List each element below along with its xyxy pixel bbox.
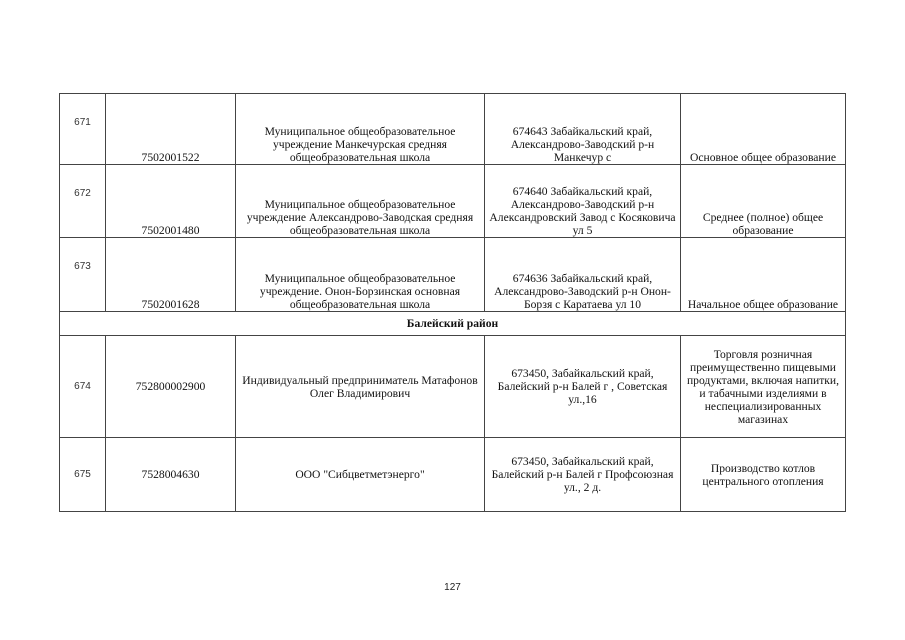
table-row xyxy=(60,94,846,165)
address: 674643 Забайкальский край, Александрово-Заводский р-н Манкечур с xyxy=(485,94,681,165)
activity: Производство котлов центрального отопления xyxy=(681,438,846,512)
table-row xyxy=(60,336,846,438)
inn-code: 7502001480 xyxy=(106,165,236,238)
activity: Начальное общее образование xyxy=(681,238,846,312)
activity: Среднее (полное) общее образование xyxy=(681,165,846,238)
section-row xyxy=(60,312,846,336)
registry-table xyxy=(59,93,846,512)
row-number: 671 xyxy=(60,94,106,165)
organization-name: Индивидуальный предприниматель Матафонов Олег Владимирович xyxy=(236,336,485,438)
inn-code: 752800002900 xyxy=(106,336,236,438)
row-number: 672 xyxy=(60,165,106,238)
address: 674636 Забайкальский край, Александрово-Заводский р-н Онон-Борзя с Каратаева ул 10 xyxy=(485,238,681,312)
table-row xyxy=(60,238,846,312)
table-row xyxy=(60,438,846,512)
organization-name: Муниципальное общеобразовательное учреждение. Онон-Борзинская основная общеобразовательная школа xyxy=(236,238,485,312)
row-number: 673 xyxy=(60,238,106,312)
inn-code: 7502001628 xyxy=(106,238,236,312)
inn-code: 7502001522 xyxy=(106,94,236,165)
row-number: 675 xyxy=(60,438,106,512)
page-number: 127 xyxy=(444,582,461,593)
organization-name: ООО "Сибцветметэнерго" xyxy=(236,438,485,512)
address: 673450, Забайкальский край, Балейский р-н Балей г Профсоюзная ул., 2 д. xyxy=(485,438,681,512)
activity: Основное общее образование xyxy=(681,94,846,165)
inn-code: 7528004630 xyxy=(106,438,236,512)
table-row xyxy=(60,165,846,238)
activity: Торговля розничная преимущественно пищевыми продуктами, включая напитки, и табачными изделиями в неспециализированных магазинах xyxy=(681,336,846,438)
organization-name: Муниципальное общеобразовательное учреждение Манкечурская средняя общеобразовательная школа xyxy=(236,94,485,165)
address: 673450, Забайкальский край, Балейский р-н Балей г , Советская ул.,16 xyxy=(485,336,681,438)
organization-name: Муниципальное общеобразовательное учреждение Александрово-Заводская средняя общеобразовательная школа xyxy=(236,165,485,238)
section-title: Балейский район xyxy=(60,312,846,336)
row-number: 674 xyxy=(60,336,106,438)
address: 674640 Забайкальский край, Александрово-Заводский р-н Александровский Завод с Косяковича ул 5 xyxy=(485,165,681,238)
